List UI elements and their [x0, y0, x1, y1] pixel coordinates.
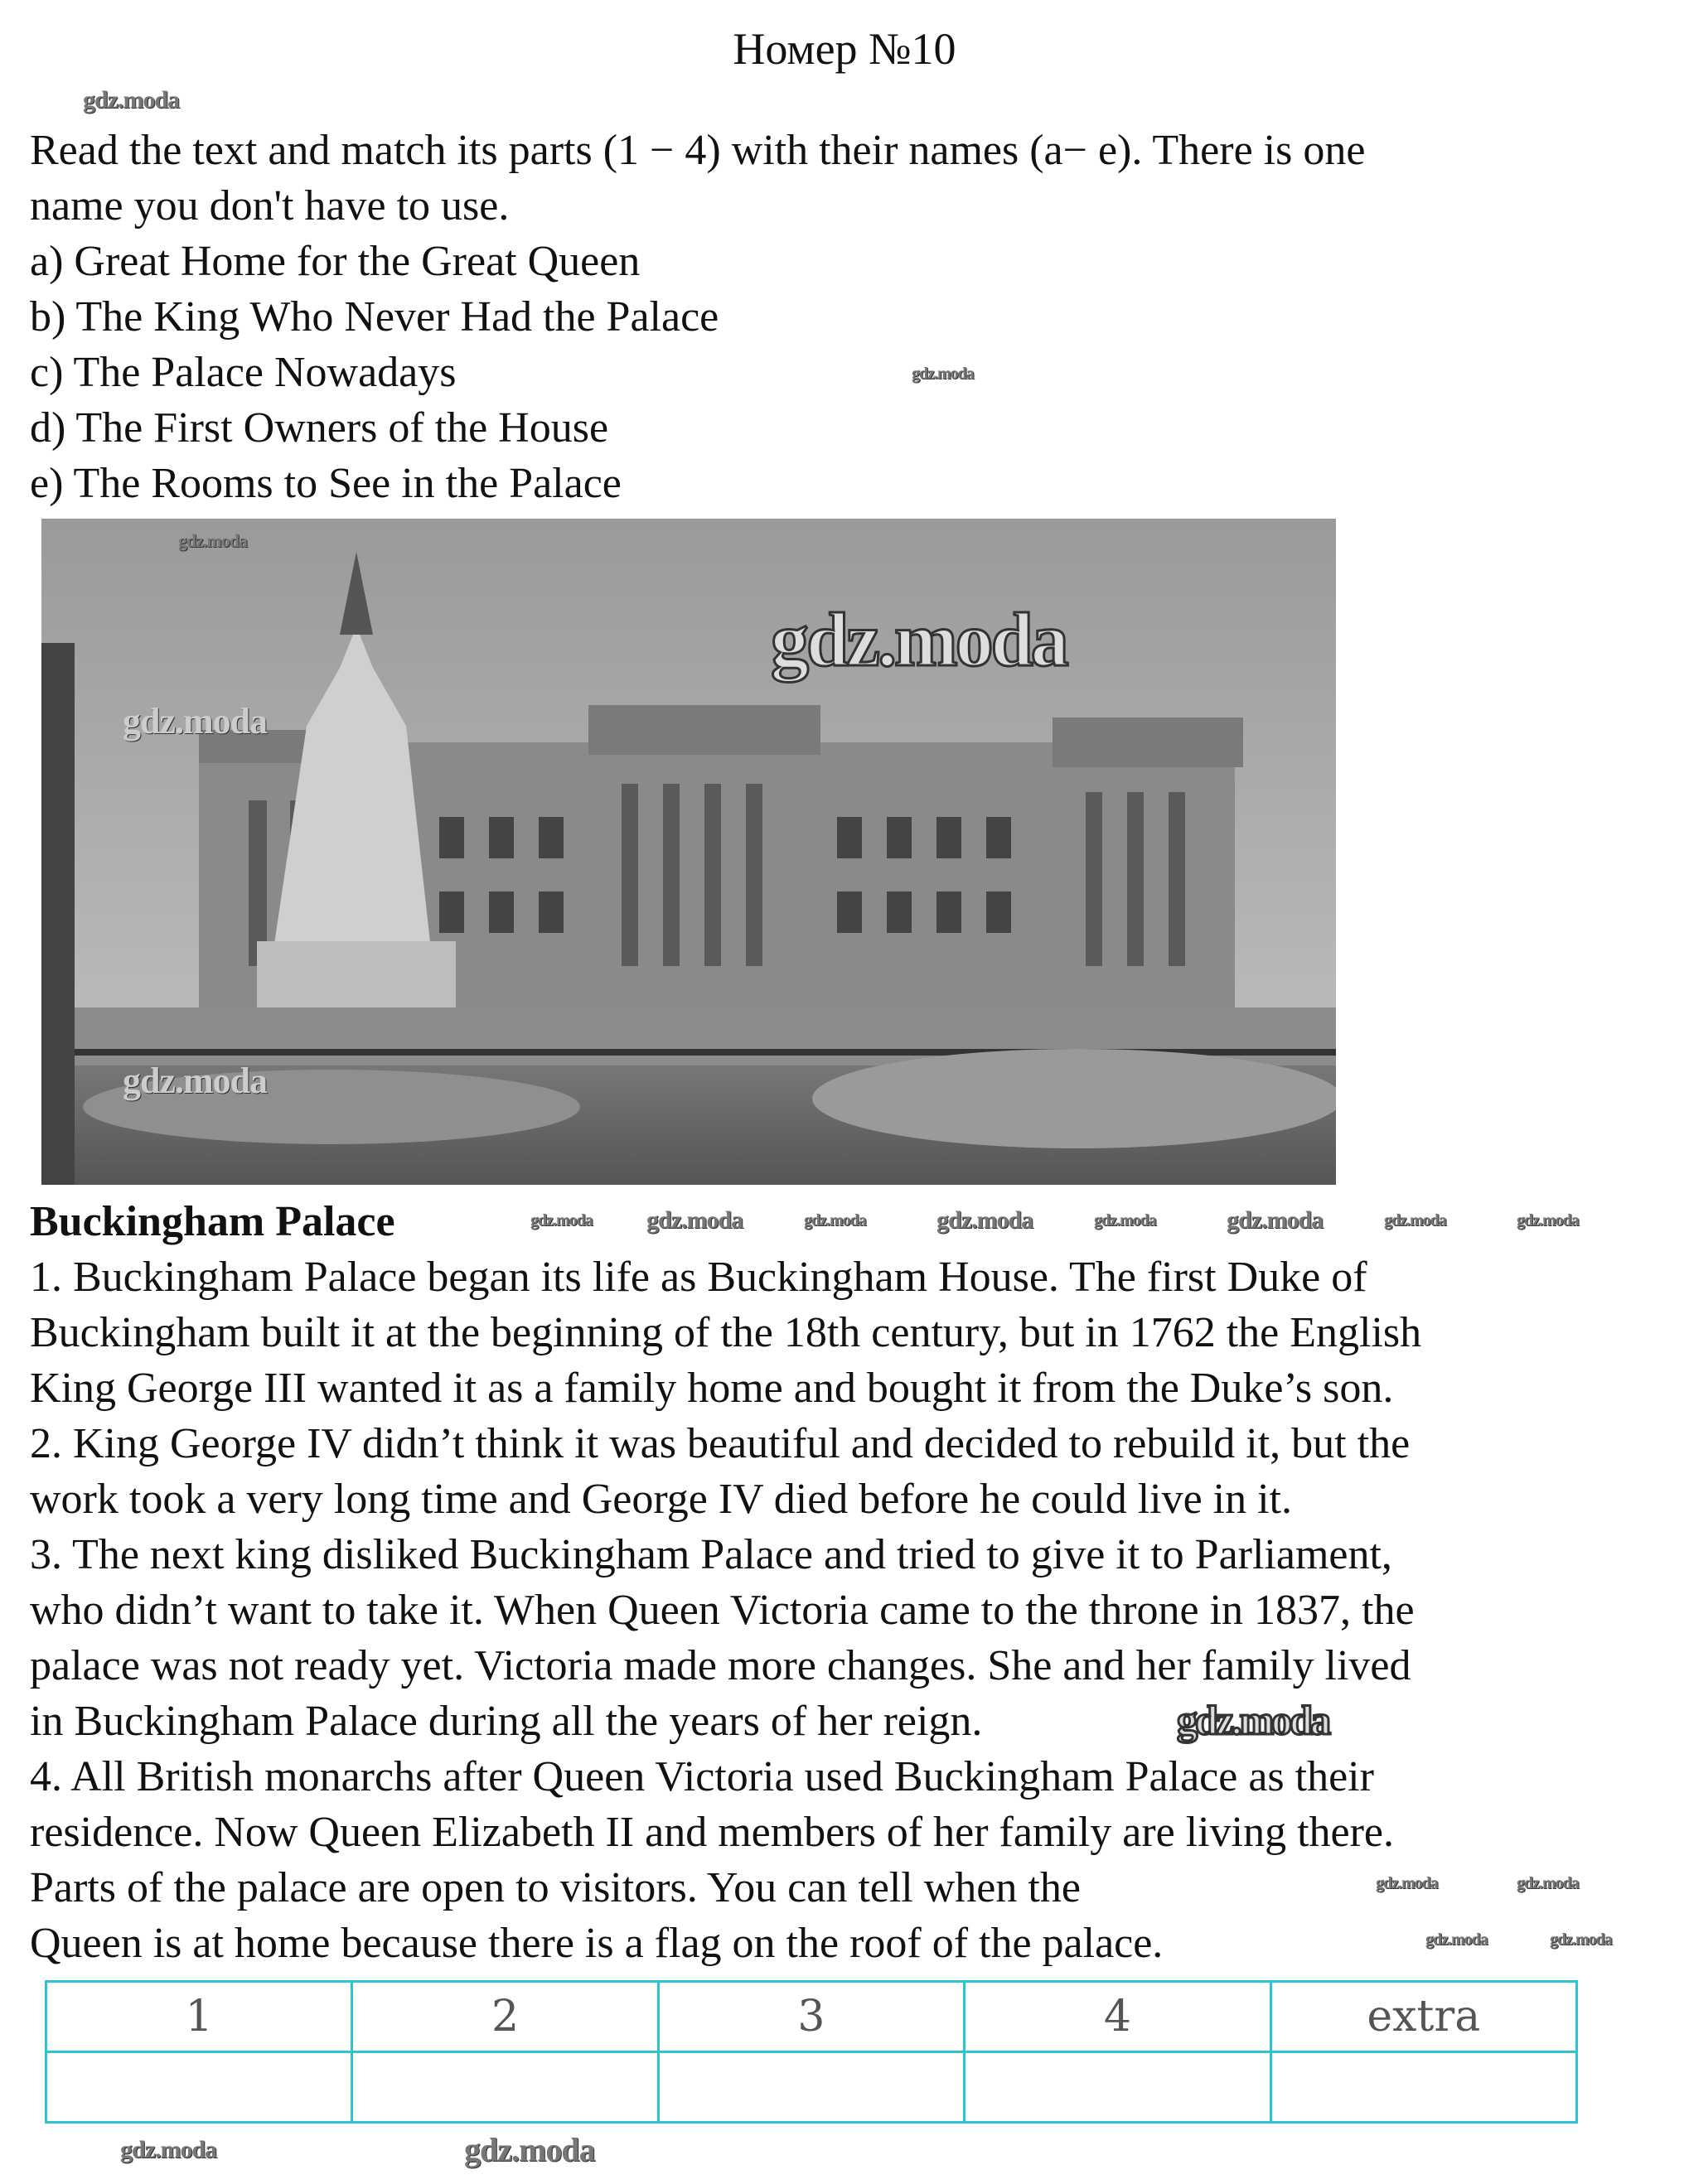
page-title: Номер №10 — [733, 24, 956, 74]
header-cell-extra: extra — [1270, 1982, 1576, 2052]
watermark: gdz.moda — [1094, 1211, 1156, 1230]
watermark: gdz.moda — [1517, 1874, 1579, 1892]
answer-cell-2[interactable] — [352, 2052, 658, 2123]
instructions-line-2: name you don't have to use. — [30, 182, 510, 230]
article-line: in Buckingham Palace during all the years of her reign. — [30, 1698, 983, 1745]
watermark: gdz.moda — [1384, 1211, 1446, 1230]
option-a: a) Great Home for the Great Queen — [30, 238, 641, 285]
header-cell-1: 1 — [46, 1982, 352, 2052]
watermark: gdz.moda — [936, 1206, 1033, 1234]
article-line: palace was not ready yet. Victoria made more changes. She and her family lived — [30, 1642, 1411, 1689]
watermark: gdz.moda — [1517, 1211, 1579, 1230]
article-line: Parts of the palace are open to visitors. You can tell when the — [30, 1864, 1081, 1911]
option-b: b) The King Who Never Had the Palace — [30, 293, 719, 341]
article-line: 4. All British monarchs after Queen Victoria used Buckingham Palace as their — [30, 1753, 1374, 1800]
article-line: 1. Buckingham Palace began its life as Buckingham House. The first Duke of — [30, 1254, 1367, 1301]
header-cell-2: 2 — [352, 1982, 658, 2052]
watermark: gdz.moda — [1177, 1697, 1328, 1743]
answer-cell-4[interactable] — [965, 2052, 1270, 2123]
answer-row — [46, 2052, 1577, 2123]
watermark: gdz.moda — [1376, 1874, 1438, 1892]
watermark: gdz.moda — [771, 597, 1067, 682]
article-line: who didn’t want to take it. When Queen Victoria came to the throne in 1837, the — [30, 1587, 1415, 1634]
article-line: 3. The next king disliked Buckingham Palace and tried to give it to Parliament, — [30, 1531, 1392, 1578]
article-line: residence. Now Queen Elizabeth II and members of her family are living there. — [30, 1809, 1394, 1856]
watermark: gdz.moda — [123, 701, 268, 742]
watermark: gdz.moda — [464, 2131, 595, 2168]
watermark: gdz.moda — [123, 1061, 268, 1101]
header-cell-3: 3 — [658, 1982, 964, 2052]
answer-cell-1[interactable] — [46, 2052, 352, 2123]
watermark: gdz.moda — [83, 86, 180, 114]
article-line: Buckingham built it at the beginning of the 18th century, but in 1762 the English — [30, 1309, 1422, 1356]
answer-table-header — [46, 1982, 1577, 2052]
watermark: gdz.moda — [804, 1211, 866, 1230]
instructions-line-1: Read the text and match its parts (1 − 4) with their names (a− e). There is one — [30, 127, 1366, 174]
article-line: Queen is at home because there is a flag on the roof of the palace. — [30, 1920, 1164, 1967]
watermark: gdz.moda — [912, 365, 974, 383]
watermark: gdz.moda — [1550, 1930, 1612, 1949]
watermark: gdz.moda — [530, 1211, 593, 1230]
watermark: gdz.moda — [646, 1206, 743, 1234]
answer-cell-3[interactable] — [658, 2052, 964, 2123]
option-c: c) The Palace Nowadays — [30, 349, 457, 396]
article-line: 2. King George IV didn’t think it was beautiful and decided to rebuild it, but the — [30, 1420, 1411, 1467]
watermark: gdz.moda — [1425, 1930, 1488, 1949]
watermark: gdz.moda — [178, 530, 248, 551]
answer-cell-extra[interactable] — [1270, 2052, 1576, 2123]
article-line: work took a very long time and George IV died before he could live in it. — [30, 1476, 1293, 1523]
option-e: e) The Rooms to See in the Palace — [30, 460, 622, 507]
option-d: d) The First Owners of the House — [30, 404, 609, 452]
answer-table — [45, 1980, 1578, 2124]
watermark: gdz.moda — [1227, 1206, 1324, 1234]
article-heading: Buckingham Palace — [30, 1198, 395, 1245]
header-cell-4: 4 — [965, 1982, 1270, 2052]
watermark: gdz.moda — [120, 2136, 217, 2163]
article-line: King George III wanted it as a family home and bought it from the Duke’s son. — [30, 1365, 1394, 1412]
